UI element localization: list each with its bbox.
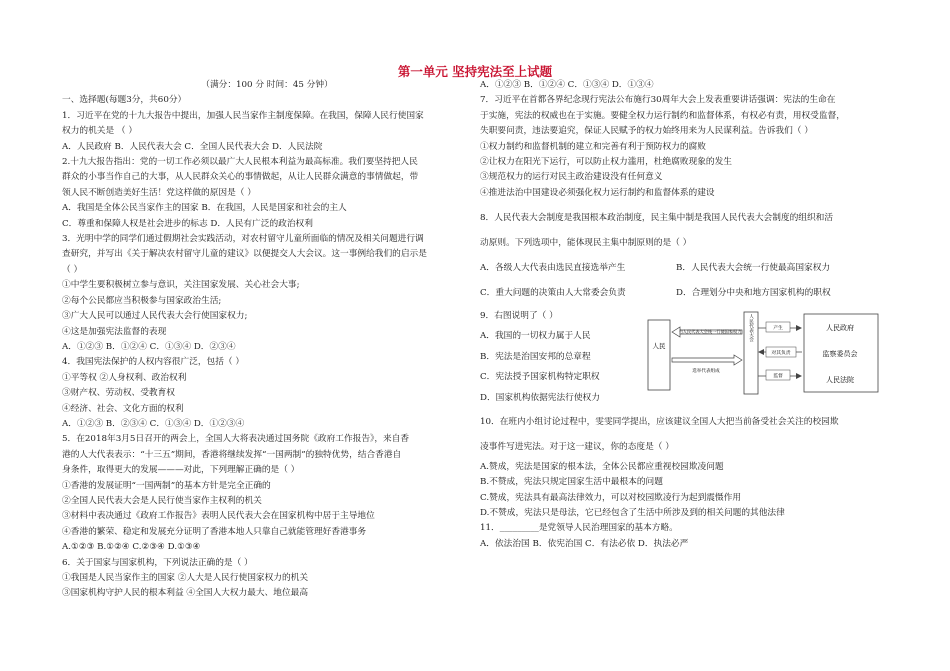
answer-option: D.不赞成，宪法只是母法，它已经包含了生活中所涉及到的相关问题的其他法律 <box>480 507 785 518</box>
answer-options: A．①②③ B．①②④ C．①③④ D．②③④ <box>62 341 236 352</box>
question-text: 权力的机关是 （ ） <box>62 126 138 137</box>
arrow-bottom-label: 选举代表组成 <box>692 368 720 374</box>
question-text: 3．光明中学的同学们通过假期社会实践活动，对农村留守儿童所面临的情况及相关问题进行调 <box>62 234 424 245</box>
answer-option: B．人民代表大会统一行使最高国家权力 <box>676 262 831 273</box>
question-text: 11．_________是党领导人民治理国家的基本方略。 <box>480 523 678 534</box>
statement: ①权力制约和监督机制的建立和完善有利于预防权力的腐败 <box>480 141 706 152</box>
congress-label: 人民代表大会 <box>748 313 754 342</box>
question-text: 1．习近平在党的十九大报告中提出，加强人民当家作主制度保障。在我国，保障人民行使国家 <box>62 110 424 121</box>
answer-option: D．国家机构依据宪法行使权力 <box>480 392 600 403</box>
question-text: 凌事件写进宪法。对于这一建议，你的态度是（ ） <box>480 441 674 452</box>
question-text: 失职要问责，违法要追究，保证人民赋予的权力始终用来为人民谋利益。告诉我们（ ） <box>480 126 813 137</box>
question-text: 8．人民代表大会制度是我国根本政治制度，民主集中制是我国人民代表大会制度的组织和活 <box>480 212 834 223</box>
statement: ③财产权、劳动权、受教育权 <box>62 388 175 399</box>
answer-option: C．重大问题的决策由人大常委会负责 <box>480 287 626 298</box>
left-column <box>62 78 472 602</box>
answer-option: A．我国是全体公民当家作主的国家 B．在我国，人民是国家和社会的主人 <box>62 203 347 214</box>
produce-arrowhead <box>796 325 802 331</box>
statement: ②让权力在阳光下运行，可以防止权力滥用，杜绝腐败现象的发生 <box>480 157 732 168</box>
exam-title: 第一单元 坚持宪法至上试题 <box>397 64 553 79</box>
statement: ④推进法治中国建设必须强化权力运行制约和监督体系的建设 <box>480 187 715 198</box>
statement: ③国家机构守护人民的根本利益 ④全国人大权力最大、地位最高 <box>62 588 309 599</box>
arrow-top-label: 由人民代表大会统一行使国家权力 <box>678 328 742 334</box>
supervise-label: 监督 <box>773 373 783 379</box>
answer-option: A．各级人大代表由选民直接选举产生 <box>480 262 626 273</box>
statement: ③材料中表决通过《政府工作报告》表明人民代表大会在国家机构中居于主导地位 <box>62 511 375 522</box>
answer-option: C．宪法授予国家机构特定职权 <box>480 372 600 383</box>
exam-meta: （满分：100 分 时间：45 分钟） <box>201 80 333 90</box>
answer-option: B.不赞成，宪法只规定国家生活中最根本的问题 <box>480 477 663 488</box>
statement: ②全国人民代表大会是人民行使当家作主权利的机关 <box>62 495 262 506</box>
answer-option: A．我国的一切权力属于人民 <box>480 331 591 342</box>
statement: ③广大人民可以通过人民代表大会行使国家权力; <box>62 311 248 322</box>
question-text: 身条件，取得更大的发展———对此，下列理解正确的是（ ） <box>62 465 300 476</box>
state-power-diagram <box>646 308 886 404</box>
statement: ①香港的发展证明“一国两制”的基本方针是完全正确的 <box>62 480 271 491</box>
answer-option-row <box>480 281 900 306</box>
answer-options: A.①②③ B.①②④ C.②③④ D.①③④ <box>62 542 201 553</box>
statement: ④经济、社会、文化方面的权利 <box>62 403 184 414</box>
question-text: 2.十九大报告指出：党的一切工作必须以最广大人民根本利益为最高标准。我们要坚持把人民 <box>62 157 418 168</box>
statement: ③规范权力的运行对民主政治建设没有任何意义 <box>480 172 663 183</box>
people-box <box>648 320 670 390</box>
org-supervision: 监察委员会 <box>822 349 858 358</box>
produce-label: 产生 <box>773 325 783 331</box>
answer-option: B．宪法是治国安邦的总章程 <box>480 351 591 362</box>
org-court: 人民法院 <box>826 375 854 384</box>
question-text: 10．在班内小组讨论过程中，雯雯同学提出，应该建议全国人大把当前备受社会关注的校园欺 <box>480 416 839 427</box>
supervise-arrowhead <box>796 373 802 379</box>
people-text: 人民 <box>652 341 666 350</box>
answer-option: C．尊重和保障人权是社会进步的标志 D．人民有广泛的政治权利 <box>62 218 313 229</box>
question-text: 群众的小事当作自己的大事，从人民群众关心的事情做起，从让人民群众满意的事情做起，带 <box>62 172 419 183</box>
org-government: 人民政府 <box>826 323 854 332</box>
responsible-label: 对其负责 <box>771 350 791 356</box>
question-text: 港的人大代表表示：“十三五”期间，香港将继续发挥“一国两制”的独特优势，结合香港自 <box>62 449 402 460</box>
question-text: 动原则。下列选项中，能体现民主集中制原则的是（ ） <box>480 237 692 248</box>
statement: ①我国是人民当家作主的国家 ②人大是人民行使国家权力的机关 <box>62 573 309 583</box>
question-text: 5．在2018年3月5日召开的两会上，全国人大将表决通过国务院《政府工作报告》，来自香 <box>62 434 410 445</box>
statement: ④香港的繁荣、稳定和发展充分证明了香港本地人只靠自己就能管理好香港事务 <box>62 526 367 537</box>
question-text: 领人民不断创造美好生活！党这样做的原因是（ ） <box>62 187 256 198</box>
question-text: 6．关于国家与国家机构，下列说法正确的是（ ） <box>62 557 253 568</box>
section-heading: 一、选择题(每题3分，共60分） <box>62 95 187 106</box>
question-text: 7．习近平在首都各界纪念现行宪法公布施行30周年大会上发表重要讲话强调：宪法的生命在 <box>480 95 836 106</box>
question-9 <box>480 306 900 410</box>
statement: ①平等权 ②人身权利、政治权利 <box>62 372 187 383</box>
right-column <box>480 78 900 552</box>
answer-option-row <box>480 256 900 281</box>
answer-options: A．依法治国 B．依宪治国 C．有法必依 D．执法必严 <box>480 538 689 549</box>
answer-options: A．①②③ B．①②④ C．①③④ D．①③④ <box>480 80 654 90</box>
question-text: 查研究，并写出《关于解决农村留守儿童的建议》以便提交人大会议。这一事例给我们的启示是 <box>62 249 427 260</box>
statement: ①中学生要积极树立参与意识，关注国家发展、关心社会大事; <box>62 280 300 291</box>
responsible-arrowhead <box>758 349 764 355</box>
question-text: 4．我国宪法保护的人权内容很广泛，包括（ ） <box>62 357 245 368</box>
answer-option: A.赞成，宪法是国家的根本法，全体公民都应重视校园欺凌问题 <box>480 461 724 472</box>
statement: ②每个公民都应当积极参与国家政治生活; <box>62 295 222 306</box>
statement: ④这是加强宪法监督的表现 <box>62 326 167 337</box>
arrow-right <box>672 355 742 365</box>
question-text: 9．右图说明了（ ） <box>480 310 558 321</box>
answer-options: A．①②③ B．②③④ C．①③④ D．①②③④ <box>62 418 245 429</box>
question-text: （ ） <box>62 264 83 275</box>
answer-option: C.赞成，宪法具有最高法律效力，可以对校园欺凌行为起到震慑作用 <box>480 492 742 503</box>
answer-options: A．人民政府 B．人民代表大会 C．全国人民代表大会 D．人民法院 <box>62 141 323 152</box>
answer-option: D．合理划分中央和地方国家机构的职权 <box>676 287 831 298</box>
people-label <box>653 341 667 350</box>
question-text: 于实施，宪法的权威也在于实施。要健全权力运行制约和监督体系，有权必有责，用权受监督， <box>480 110 845 121</box>
